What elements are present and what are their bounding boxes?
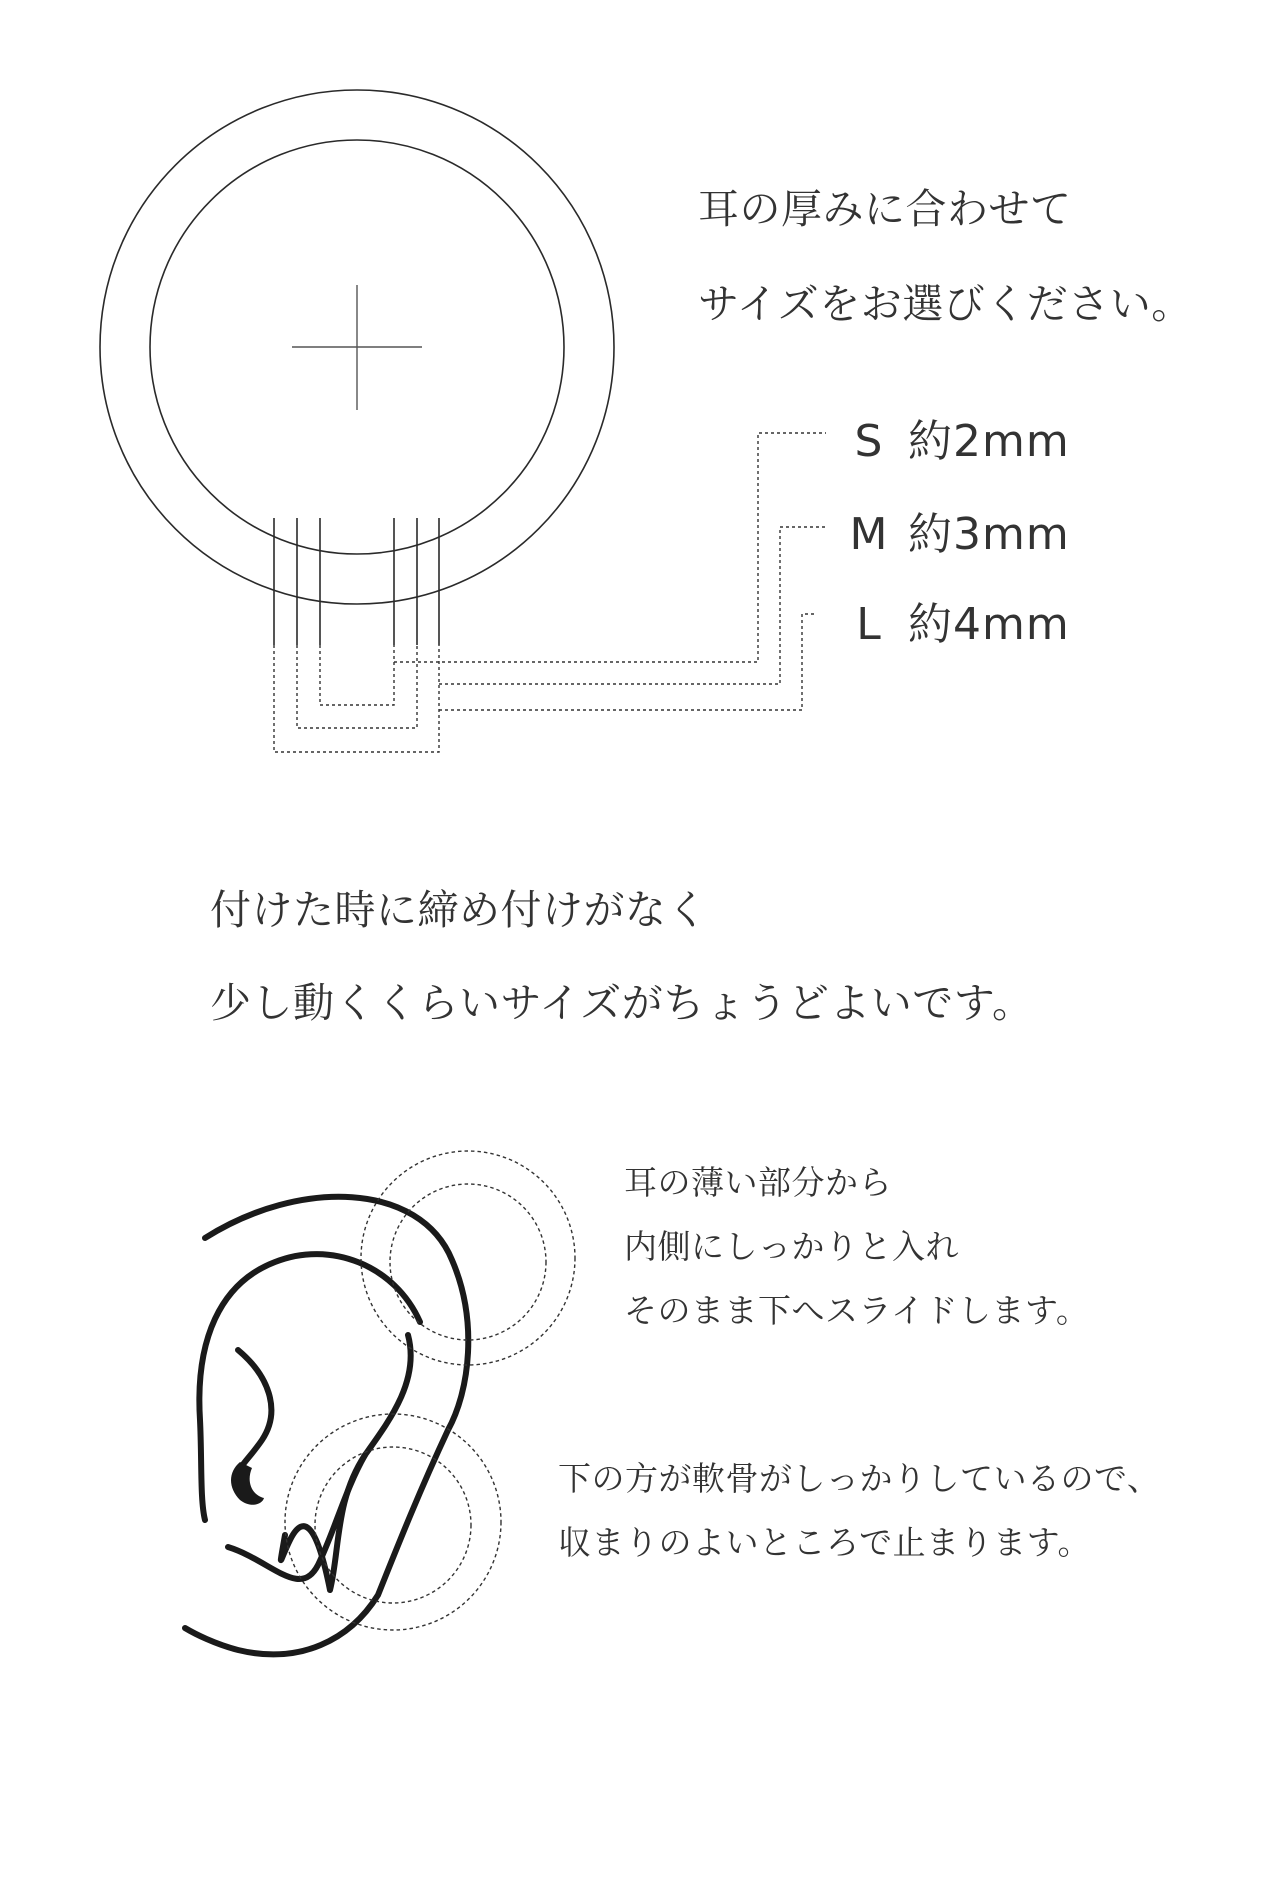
ear-illustration xyxy=(185,1197,468,1655)
fit-note-line-2: 少し動くくらいサイズがちょうどよいです。 xyxy=(210,979,1034,1027)
step2-line-2: 収まりのよいところで止まります。 xyxy=(558,1523,1092,1562)
size-row-l xyxy=(840,588,1070,652)
intro-line-2: サイズをお選びください。 xyxy=(698,280,1193,328)
step1-line-3: そのまま下へスライドします。 xyxy=(624,1291,1090,1330)
step1-line-2: 内側にしっかりと入れ xyxy=(624,1227,959,1266)
intro-line-1: 耳の厚みに合わせて xyxy=(698,185,1072,233)
size-value-s: 約2mm xyxy=(908,416,1070,467)
ear-dotted-circles xyxy=(285,1151,575,1630)
gap-dotted-outlines xyxy=(274,645,439,752)
size-leader-lines xyxy=(394,433,826,710)
size-row-s xyxy=(840,405,1070,469)
fit-note-line-1: 付けた時に締め付けがなく xyxy=(210,886,708,934)
size-value-m: 約3mm xyxy=(908,509,1070,560)
size-label-l: L xyxy=(856,599,882,650)
leader-s xyxy=(394,433,826,662)
size-label-s: S xyxy=(854,416,884,467)
crosshair-icon xyxy=(292,285,422,410)
ear-lobe-mark xyxy=(231,1462,264,1505)
size-label-m: M xyxy=(849,509,889,560)
step2-line-1: 下の方が軟骨がしっかりしているので、 xyxy=(558,1459,1161,1498)
step1-line-1: 耳の薄い部分から xyxy=(624,1163,892,1202)
gap-solid-lines xyxy=(274,518,439,645)
leader-m xyxy=(439,527,826,684)
size-row-m xyxy=(840,498,1070,562)
size-value-l: 約4mm xyxy=(908,599,1070,650)
ear-concha xyxy=(281,1335,411,1590)
